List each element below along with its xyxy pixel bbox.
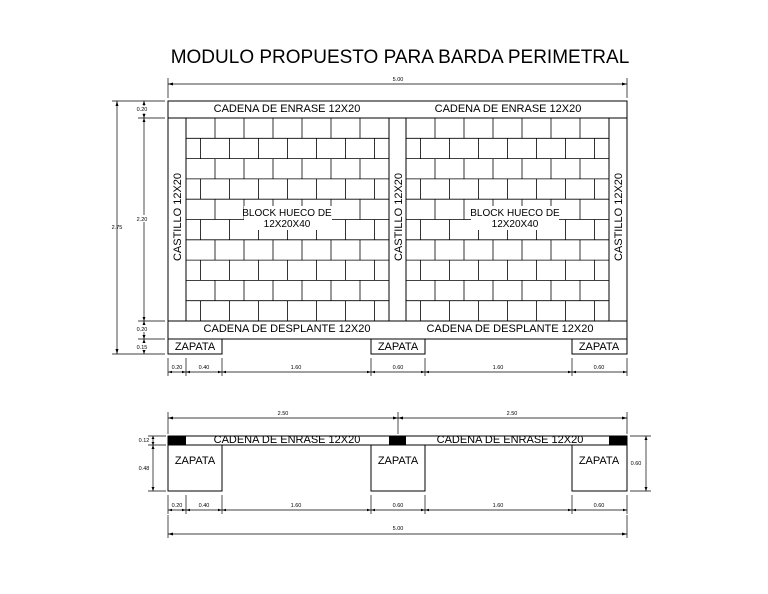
dim-section-left bbox=[139, 436, 166, 491]
svg-text:0.60: 0.60 bbox=[593, 365, 605, 371]
section-footing-left bbox=[168, 445, 222, 491]
svg-text:0.60: 0.60 bbox=[392, 365, 404, 371]
dim-left-heights bbox=[112, 101, 165, 354]
footing-left-label: ZAPATA bbox=[174, 341, 216, 353]
svg-text:0.20: 0.20 bbox=[136, 107, 148, 113]
column-label-right: CASTILLO 12X20 bbox=[613, 172, 625, 262]
column-section-mid bbox=[389, 436, 406, 445]
drawing-title: MODULO PROPUESTO PARA BARDA PERIMETRAL bbox=[170, 47, 630, 68]
dim-section-top bbox=[168, 411, 627, 434]
svg-text:1.60: 1.60 bbox=[290, 503, 302, 509]
footing-right-label: ZAPATA bbox=[578, 341, 620, 353]
column-label-mid: CASTILLO 12X20 bbox=[393, 172, 405, 262]
elevation-view bbox=[112, 77, 627, 376]
svg-text:0.60: 0.60 bbox=[593, 503, 605, 509]
section-view bbox=[139, 411, 651, 538]
svg-text:0.60: 0.60 bbox=[392, 503, 404, 509]
column-label-left: CASTILLO 12X20 bbox=[172, 172, 184, 262]
dim-section-bottom bbox=[168, 495, 627, 514]
svg-text:2.20: 2.20 bbox=[136, 217, 148, 223]
svg-text:0.20: 0.20 bbox=[171, 365, 183, 371]
svg-text:0.20: 0.20 bbox=[171, 503, 183, 509]
svg-text:0.48: 0.48 bbox=[138, 466, 150, 472]
svg-text:0.12: 0.12 bbox=[138, 438, 150, 444]
column-section-right bbox=[609, 436, 627, 445]
svg-text:5.00: 5.00 bbox=[392, 526, 404, 532]
svg-text:0.20: 0.20 bbox=[136, 327, 148, 333]
dim-section-right bbox=[630, 436, 651, 491]
block-label-left-1: BLOCK HUECO DE bbox=[242, 208, 332, 219]
svg-text:0.40: 0.40 bbox=[198, 503, 210, 509]
bottom-beam-label-left: CADENA DE DESPLANTE 12X20 bbox=[203, 323, 371, 335]
top-beam-label-left: CADENA DE ENRASE 12X20 bbox=[213, 103, 361, 115]
bottom-beam-label-right: CADENA DE DESPLANTE 12X20 bbox=[426, 323, 594, 335]
svg-text:2.75: 2.75 bbox=[111, 225, 123, 231]
section-footing-right bbox=[572, 445, 627, 491]
top-beam-label-right: CADENA DE ENRASE 12X20 bbox=[434, 103, 582, 115]
footing-mid-label: ZAPATA bbox=[377, 341, 419, 353]
dim-bottom-elevation bbox=[168, 358, 627, 376]
section-footing-mid bbox=[371, 445, 425, 491]
section-footing-mid-label: ZAPATA bbox=[377, 455, 419, 467]
dim-section-total bbox=[168, 515, 627, 538]
svg-text:0.40: 0.40 bbox=[198, 365, 210, 371]
dim-total-width bbox=[168, 77, 627, 98]
column-section-left bbox=[168, 436, 186, 445]
svg-text:0.60: 0.60 bbox=[630, 461, 642, 467]
svg-text:0.15: 0.15 bbox=[136, 345, 148, 351]
svg-text:1.60: 1.60 bbox=[492, 365, 504, 371]
svg-text:2.50: 2.50 bbox=[277, 411, 289, 417]
svg-text:5.00: 5.00 bbox=[392, 77, 404, 83]
section-beam-label-left: CADENA DE ENRASE 12X20 bbox=[213, 434, 361, 446]
block-label-right-1: BLOCK HUECO DE bbox=[470, 208, 560, 219]
block-label-left-2: 12X20X40 bbox=[263, 219, 311, 230]
block-label-right-2: 12X20X40 bbox=[491, 219, 539, 230]
section-beam-label-right: CADENA DE ENRASE 12X20 bbox=[436, 434, 584, 446]
svg-text:1.60: 1.60 bbox=[492, 503, 504, 509]
svg-text:2.50: 2.50 bbox=[506, 411, 518, 417]
section-footing-left-label: ZAPATA bbox=[174, 455, 216, 467]
section-footing-right-label: ZAPATA bbox=[578, 455, 620, 467]
svg-text:1.60: 1.60 bbox=[290, 365, 302, 371]
